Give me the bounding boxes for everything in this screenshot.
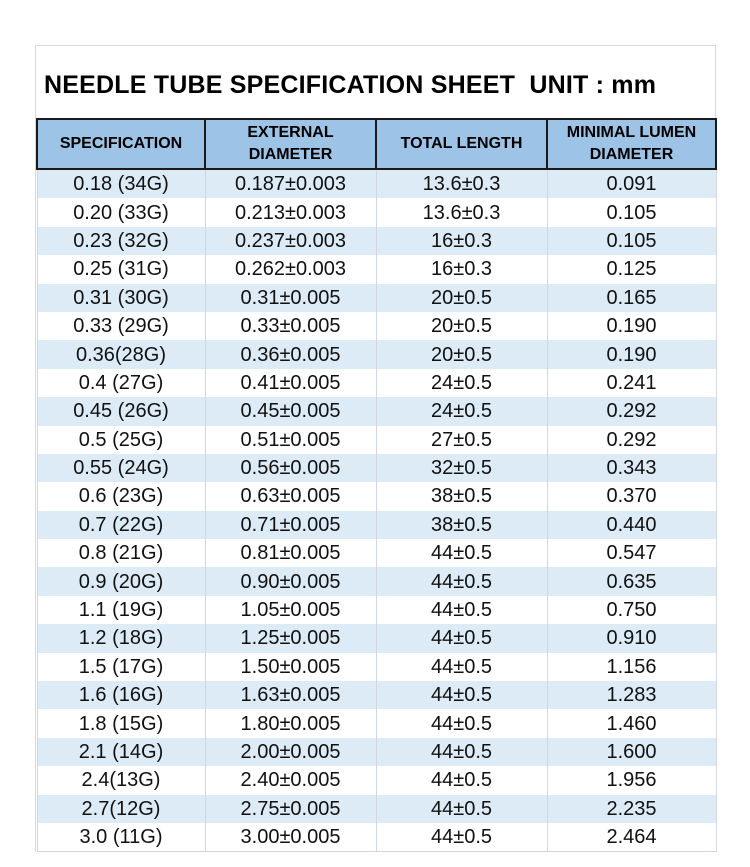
cell-total-length: 32±0.5 [376, 454, 547, 482]
table-row [37, 312, 716, 340]
cell-total-length: 44±0.5 [376, 738, 547, 766]
cell-total-length: 38±0.5 [376, 511, 547, 539]
cell-specification: 1.2 (18G) [37, 624, 205, 652]
table-row [37, 454, 716, 482]
table-row [37, 795, 716, 823]
cell-minimal-lumen-diameter: 1.283 [547, 681, 716, 709]
cell-external-diameter: 0.45±0.005 [205, 397, 376, 425]
table-row [37, 255, 716, 283]
cell-specification: 1.1 (19G) [37, 596, 205, 624]
table-row [37, 653, 716, 681]
column-header-total-length [376, 119, 547, 169]
cell-minimal-lumen-diameter: 1.460 [547, 709, 716, 737]
cell-specification: 0.31 (30G) [37, 284, 205, 312]
cell-specification: 0.5 (25G) [37, 426, 205, 454]
cell-minimal-lumen-diameter: 0.292 [547, 397, 716, 425]
table-row [37, 397, 716, 425]
column-header-external-diameter [205, 119, 376, 169]
cell-external-diameter: 0.213±0.003 [205, 198, 376, 226]
cell-minimal-lumen-diameter: 0.190 [547, 312, 716, 340]
cell-minimal-lumen-diameter: 1.156 [547, 653, 716, 681]
cell-external-diameter: 0.63±0.005 [205, 482, 376, 510]
table-row [37, 369, 716, 397]
table-row [37, 823, 716, 852]
cell-total-length: 44±0.5 [376, 596, 547, 624]
cell-total-length: 38±0.5 [376, 482, 547, 510]
cell-total-length: 44±0.5 [376, 681, 547, 709]
cell-specification: 0.45 (26G) [37, 397, 205, 425]
cell-specification: 0.8 (21G) [37, 539, 205, 567]
table-row [37, 766, 716, 794]
table-row [37, 511, 716, 539]
table-row [37, 596, 716, 624]
cell-minimal-lumen-diameter: 0.440 [547, 511, 716, 539]
cell-external-diameter: 0.36±0.005 [205, 340, 376, 368]
cell-minimal-lumen-diameter: 0.635 [547, 567, 716, 595]
cell-specification: 0.33 (29G) [37, 312, 205, 340]
table-row [37, 624, 716, 652]
cell-minimal-lumen-diameter: 0.547 [547, 539, 716, 567]
cell-specification: 1.5 (17G) [37, 653, 205, 681]
cell-total-length: 13.6±0.3 [376, 198, 547, 226]
cell-minimal-lumen-diameter: 1.956 [547, 766, 716, 794]
cell-total-length: 44±0.5 [376, 709, 547, 737]
cell-specification: 3.0 (11G) [37, 823, 205, 852]
cell-total-length: 16±0.3 [376, 255, 547, 283]
cell-minimal-lumen-diameter: 0.091 [547, 169, 716, 198]
cell-minimal-lumen-diameter: 0.910 [547, 624, 716, 652]
header-label: DIAMETER [589, 146, 674, 163]
cell-total-length: 20±0.5 [376, 340, 547, 368]
table-body [37, 169, 716, 852]
header-label: SPECIFICATION [59, 135, 183, 152]
header-label: EXTERNAL [247, 124, 334, 141]
table-row [37, 709, 716, 737]
cell-total-length: 44±0.5 [376, 823, 547, 852]
cell-specification: 0.23 (32G) [37, 227, 205, 255]
cell-specification: 2.7(12G) [37, 795, 205, 823]
cell-external-diameter: 0.81±0.005 [205, 539, 376, 567]
sheet-title: NEEDLE TUBE SPECIFICATION SHEET UNIT : mm [44, 70, 657, 99]
table-row [37, 539, 716, 567]
cell-total-length: 44±0.5 [376, 766, 547, 794]
cell-specification: 0.18 (34G) [37, 169, 205, 198]
cell-external-diameter: 2.75±0.005 [205, 795, 376, 823]
header-label: TOTAL LENGTH [400, 135, 523, 152]
column-header-minimal-lumen-diameter [547, 119, 716, 169]
cell-minimal-lumen-diameter: 0.750 [547, 596, 716, 624]
cell-minimal-lumen-diameter: 0.105 [547, 198, 716, 226]
header-row [37, 119, 716, 169]
cell-external-diameter: 3.00±0.005 [205, 823, 376, 852]
cell-total-length: 44±0.5 [376, 795, 547, 823]
cell-external-diameter: 0.33±0.005 [205, 312, 376, 340]
cell-external-diameter: 1.50±0.005 [205, 653, 376, 681]
table-row [37, 169, 716, 198]
cell-minimal-lumen-diameter: 1.600 [547, 738, 716, 766]
cell-specification: 0.55 (24G) [37, 454, 205, 482]
cell-external-diameter: 0.71±0.005 [205, 511, 376, 539]
cell-external-diameter: 0.262±0.003 [205, 255, 376, 283]
cell-specification: 0.25 (31G) [37, 255, 205, 283]
cell-total-length: 44±0.5 [376, 653, 547, 681]
cell-external-diameter: 2.00±0.005 [205, 738, 376, 766]
table-row [37, 567, 716, 595]
cell-minimal-lumen-diameter: 0.241 [547, 369, 716, 397]
cell-specification: 2.1 (14G) [37, 738, 205, 766]
cell-specification: 2.4(13G) [37, 766, 205, 794]
header-label: DIAMETER [248, 146, 333, 163]
cell-specification: 1.6 (16G) [37, 681, 205, 709]
cell-minimal-lumen-diameter: 0.343 [547, 454, 716, 482]
table-row [37, 284, 716, 312]
table-row [37, 681, 716, 709]
cell-specification: 0.6 (23G) [37, 482, 205, 510]
cell-specification: 0.4 (27G) [37, 369, 205, 397]
column-header-specification [37, 119, 205, 169]
cell-external-diameter: 0.187±0.003 [205, 169, 376, 198]
cell-minimal-lumen-diameter: 2.235 [547, 795, 716, 823]
table-row [37, 227, 716, 255]
table-row [37, 426, 716, 454]
cell-minimal-lumen-diameter: 2.464 [547, 823, 716, 852]
table-row [37, 738, 716, 766]
cell-specification: 0.36(28G) [37, 340, 205, 368]
cell-total-length: 20±0.5 [376, 284, 547, 312]
cell-total-length: 44±0.5 [376, 624, 547, 652]
cell-specification: 0.7 (22G) [37, 511, 205, 539]
cell-minimal-lumen-diameter: 0.190 [547, 340, 716, 368]
table-row [37, 198, 716, 226]
table-row [37, 340, 716, 368]
header-label: MINIMAL LUMEN [566, 124, 697, 141]
title-row [36, 46, 715, 118]
cell-external-diameter: 1.25±0.005 [205, 624, 376, 652]
cell-external-diameter: 0.90±0.005 [205, 567, 376, 595]
cell-minimal-lumen-diameter: 0.105 [547, 227, 716, 255]
cell-minimal-lumen-diameter: 0.292 [547, 426, 716, 454]
cell-total-length: 44±0.5 [376, 567, 547, 595]
cell-minimal-lumen-diameter: 0.165 [547, 284, 716, 312]
cell-total-length: 20±0.5 [376, 312, 547, 340]
cell-external-diameter: 1.05±0.005 [205, 596, 376, 624]
cell-minimal-lumen-diameter: 0.370 [547, 482, 716, 510]
cell-specification: 1.8 (15G) [37, 709, 205, 737]
cell-external-diameter: 0.51±0.005 [205, 426, 376, 454]
spec-table [36, 118, 717, 852]
cell-external-diameter: 1.80±0.005 [205, 709, 376, 737]
cell-specification: 0.20 (33G) [37, 198, 205, 226]
cell-specification: 0.9 (20G) [37, 567, 205, 595]
cell-external-diameter: 0.31±0.005 [205, 284, 376, 312]
cell-external-diameter: 0.237±0.003 [205, 227, 376, 255]
cell-total-length: 16±0.3 [376, 227, 547, 255]
cell-total-length: 24±0.5 [376, 369, 547, 397]
cell-external-diameter: 2.40±0.005 [205, 766, 376, 794]
cell-external-diameter: 0.56±0.005 [205, 454, 376, 482]
spec-sheet [35, 45, 716, 852]
cell-total-length: 44±0.5 [376, 539, 547, 567]
cell-total-length: 13.6±0.3 [376, 169, 547, 198]
table-row [37, 482, 716, 510]
cell-total-length: 24±0.5 [376, 397, 547, 425]
cell-minimal-lumen-diameter: 0.125 [547, 255, 716, 283]
cell-external-diameter: 0.41±0.005 [205, 369, 376, 397]
cell-external-diameter: 1.63±0.005 [205, 681, 376, 709]
cell-total-length: 27±0.5 [376, 426, 547, 454]
